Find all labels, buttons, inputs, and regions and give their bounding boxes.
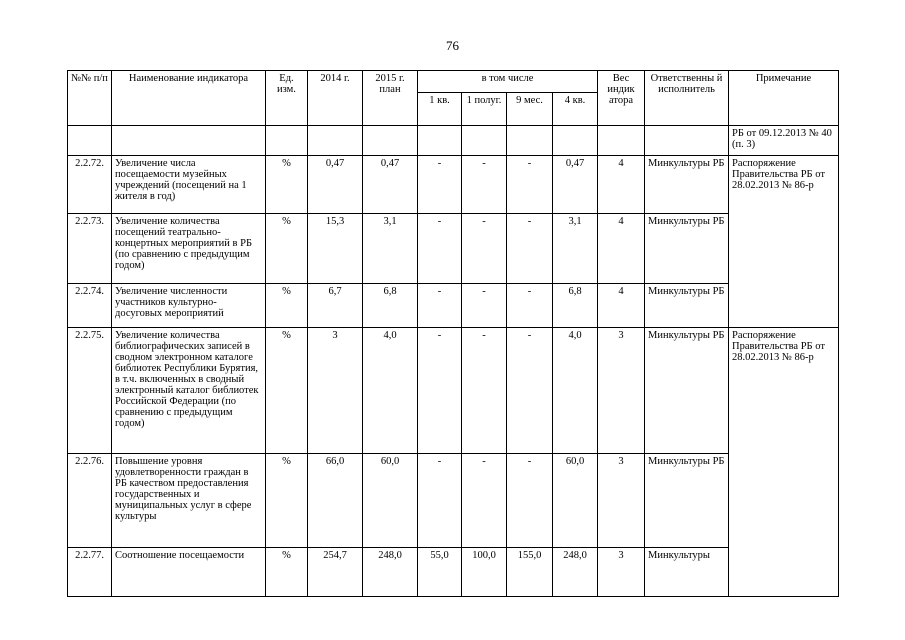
header-2014: 2014 г.: [308, 71, 363, 126]
table-row: [68, 214, 839, 284]
table-row: [68, 284, 839, 328]
row-name: Увеличение численности участников культурно-досуговых мероприятий: [112, 284, 266, 328]
row-2014: 66,0: [308, 454, 363, 548]
row-name: Увеличение количества библиографических записей в сводном электронном каталоге библиотек Республики Бурятия, в т.ч. включенных в сводный электронный каталог библиотек Российской Федерации (по сравнению с предыдущим годом): [112, 328, 266, 454]
row-q1: -: [418, 284, 462, 328]
row-responsible: Минкультуры: [645, 548, 729, 597]
row-half: -: [462, 156, 507, 214]
row-q4: 248,0: [553, 548, 598, 597]
row-number: 2.2.74.: [68, 284, 112, 328]
header-q1: 1 кв.: [418, 93, 462, 126]
row-q1: -: [418, 454, 462, 548]
row-2014: 6,7: [308, 284, 363, 328]
row-q1: -: [418, 156, 462, 214]
row-number: 2.2.73.: [68, 214, 112, 284]
row-2015: 6,8: [363, 284, 418, 328]
row-q4: 60,0: [553, 454, 598, 548]
row-q4: 6,8: [553, 284, 598, 328]
header-note: Примечание: [729, 71, 839, 126]
row-2015: 4,0: [363, 328, 418, 454]
row-q1: -: [418, 328, 462, 454]
header-half: 1 полуг.: [462, 93, 507, 126]
row-note: Распоряжение Правительства РБ от 28.02.2013 № 86-р: [729, 328, 839, 597]
row-responsible: Минкультуры РБ: [645, 156, 729, 214]
row-2014: 0,47: [308, 156, 363, 214]
header-q4: 4 кв.: [553, 93, 598, 126]
row-weight: 4: [598, 284, 645, 328]
row-q1: 55,0: [418, 548, 462, 597]
row-half: 100,0: [462, 548, 507, 597]
row-unit: %: [266, 214, 308, 284]
row-responsible: Минкультуры РБ: [645, 284, 729, 328]
page-number: 76: [446, 38, 459, 53]
row-half: -: [462, 284, 507, 328]
row-responsible: Минкультуры РБ: [645, 454, 729, 548]
row-unit: %: [266, 156, 308, 214]
row-2015: 3,1: [363, 214, 418, 284]
table-row: [68, 548, 839, 597]
table-row: [68, 454, 839, 548]
row-9m: -: [507, 328, 553, 454]
row-name: Увеличение количества посещений театрально-концертных мероприятий в РБ (по сравнению с предыдущим годом): [112, 214, 266, 284]
row-2015: 248,0: [363, 548, 418, 597]
header-2015: 2015 г. план: [363, 71, 418, 126]
row-number: 2.2.75.: [68, 328, 112, 454]
header-including: в том числе: [418, 71, 598, 93]
row-name: Повышение уровня удовлетворенности граждан в РБ качеством предоставления государственных и муниципальных услуг в сфере культуры: [112, 454, 266, 548]
row-half: -: [462, 214, 507, 284]
row-responsible: Минкультуры РБ: [645, 214, 729, 284]
row-name: Увеличение числа посещаемости музейных учреждений (посещений на 1 жителя в год): [112, 156, 266, 214]
header-name: Наименование индикатора: [112, 71, 266, 126]
row-q4: 4,0: [553, 328, 598, 454]
row-unit: %: [266, 454, 308, 548]
row-unit: %: [266, 548, 308, 597]
row-responsible: Минкультуры РБ: [645, 328, 729, 454]
row-2014: 3: [308, 328, 363, 454]
row-unit: %: [266, 328, 308, 454]
row-q1: -: [418, 214, 462, 284]
row-9m: -: [507, 284, 553, 328]
row-unit: %: [266, 284, 308, 328]
row-weight: 3: [598, 328, 645, 454]
header-responsible: Ответственны й исполнитель: [645, 71, 729, 126]
row-9m: 155,0: [507, 548, 553, 597]
indicators-table: [67, 70, 839, 597]
row-2015: 60,0: [363, 454, 418, 548]
row-weight: 4: [598, 214, 645, 284]
header-unit: Ед. изм.: [266, 71, 308, 126]
row-q4: 0,47: [553, 156, 598, 214]
row-weight: 3: [598, 454, 645, 548]
row-number: 2.2.77.: [68, 548, 112, 597]
table-row: [68, 328, 839, 454]
row-half: -: [462, 328, 507, 454]
row-weight: 4: [598, 156, 645, 214]
header-9m: 9 мес.: [507, 93, 553, 126]
row-2014: 15,3: [308, 214, 363, 284]
header-num: №№ п/п: [68, 71, 112, 126]
row-9m: -: [507, 454, 553, 548]
row-2015: 0,47: [363, 156, 418, 214]
table-row: [68, 156, 839, 214]
continued-note: РБ от 09.12.2013 № 40 (п. 3): [729, 126, 839, 156]
row-q4: 3,1: [553, 214, 598, 284]
row-weight: 3: [598, 548, 645, 597]
row-9m: -: [507, 156, 553, 214]
row-half: -: [462, 454, 507, 548]
row-2014: 254,7: [308, 548, 363, 597]
row-note: Распоряжение Правительства РБ от 28.02.2013 № 86-р: [729, 156, 839, 328]
row-number: 2.2.72.: [68, 156, 112, 214]
row-number: 2.2.76.: [68, 454, 112, 548]
row-9m: -: [507, 214, 553, 284]
header-weight: Вес индик атора: [598, 71, 645, 126]
row-name: Соотношение посещаемости: [112, 548, 266, 597]
